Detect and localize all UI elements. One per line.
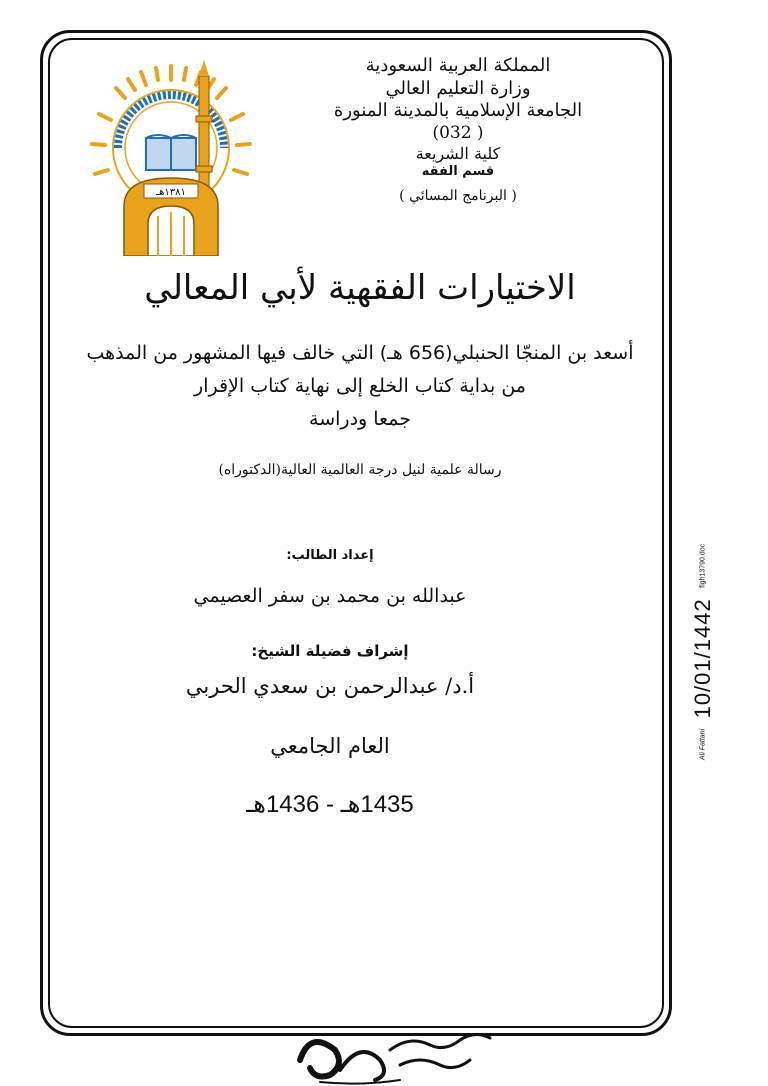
university-line: الجامعة الإسلامية بالمدينة المنورة	[333, 100, 583, 121]
academic-year-value: 1435هـ - 1436هـ	[246, 791, 414, 818]
supervisor-label: إشراف فضيلة الشيخ:	[251, 642, 409, 660]
thesis-subtitle-2: من بداية كتاب الخلع إلى نهاية كتاب الإقرار	[194, 375, 526, 397]
ministry-line: وزارة التعليم العالي	[385, 77, 531, 99]
college-line: كلية الشريعة	[415, 143, 501, 163]
stamp-file-code: figh13790.doc	[699, 543, 707, 588]
side-file-stamp	[690, 460, 720, 760]
stamp-author: Ali Fattani	[699, 728, 707, 760]
stamp-date: 10/01/1442	[690, 598, 715, 719]
supervisor-name: أ.د/ عبدالرحمن بن سعدي الحربي	[185, 674, 475, 698]
handwritten-signature-icon	[280, 1020, 510, 1086]
degree-line: رسالة علمية لنيل درجة العالمية العالية(الدكتوراه)	[218, 462, 502, 478]
academic-year-label: العام الجامعي	[270, 734, 390, 758]
program-line: ( البرنامج المسائي )	[399, 188, 517, 204]
student-label: إعداد الطالب:	[286, 548, 374, 563]
department-line: قسم الفقه	[421, 163, 495, 179]
thesis-title: الاختيارات الفقهية لأبي المعالي	[144, 268, 576, 308]
code-line: ( 032)	[432, 122, 484, 143]
kingdom-line: المملكة العربية السعودية	[365, 55, 551, 76]
thesis-subtitle-3: جمعا ودراسة	[309, 408, 411, 430]
student-name: عبدالله بن محمد بن سفر العصيمي	[193, 585, 467, 607]
thesis-subtitle-1: أسعد بن المنجّا الحنبلي(656 هـ) التي خالف فيها المشهور من المذهب	[86, 342, 634, 364]
islamic-university-seal-icon	[86, 56, 256, 256]
seal-year: ١٣٨١هـ	[156, 187, 186, 198]
institution-header	[278, 55, 638, 206]
